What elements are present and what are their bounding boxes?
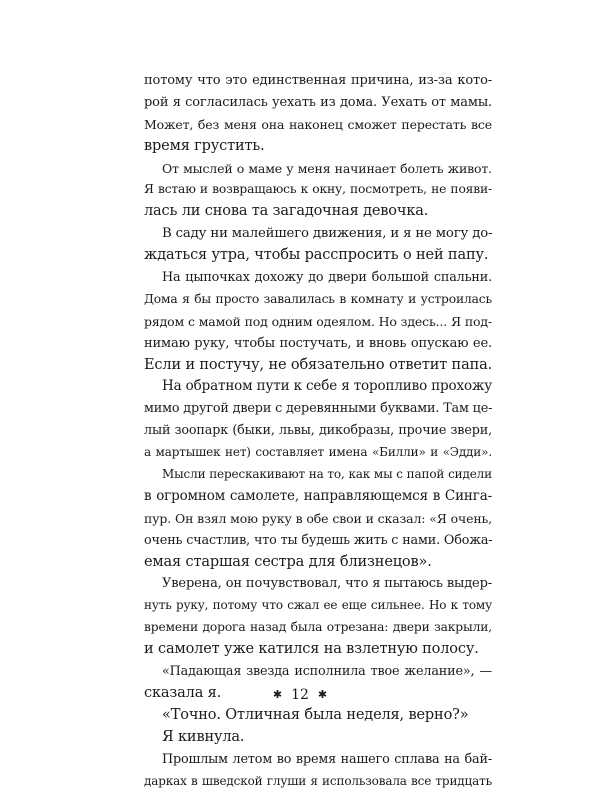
text-line: От мыслей о маме у меня начинает болеть живот. <box>144 158 492 180</box>
text-line: рядом с мамой под одним одеялом. Но здесь... Я под- <box>144 311 492 333</box>
text-line: потому что это единственная причина, из-за кото- <box>144 70 492 92</box>
text-line: Я встаю и возвращаюсь к окну, посмотреть, не появи- <box>144 179 492 201</box>
folio-star-left-icon: ✱ <box>273 688 282 701</box>
text-line: Если и постучу, не обязательно ответит папа. <box>144 355 492 377</box>
text-line: Мысли перескакивают на то, как мы с папой сидели <box>144 464 492 486</box>
text-line: дарках в шведской глуши я использовала все тридцать <box>144 771 492 792</box>
text-line: В саду ни малейшего движения, и я не могу до- <box>144 223 492 245</box>
text-line: На обратном пути к себе я торопливо прохожу <box>144 376 492 398</box>
text-line: сказала я. <box>144 683 492 705</box>
text-line: лась ли снова та загадочная девочка. <box>144 201 492 223</box>
text-line: «Падающая звезда исполнила твое желание», — <box>144 661 492 683</box>
text-line: Уверена, он почувствовал, что я пытаюсь выдер- <box>144 573 492 595</box>
text-line: лый зоопарк (быки, львы, дикобразы, прочие звери, <box>144 420 492 442</box>
text-line: Может, без меня она наконец сможет перестать все <box>144 114 492 136</box>
text-line: «Точно. Отличная была неделя, верно?» <box>144 705 492 727</box>
text-line: нимаю руку, чтобы постучать, и вновь опускаю ее. <box>144 333 492 355</box>
text-line: Дома я бы просто завалилась в комнату и устроилась <box>144 289 492 311</box>
text-line: рой я согласилась уехать из дома. Уехать от мамы. <box>144 92 492 114</box>
text-line: пур. Он взял мою руку в обе свои и сказал: «Я очень, <box>144 508 492 530</box>
text-line: Я кивнула. <box>144 727 492 749</box>
folio-star-right-icon: ✱ <box>318 688 327 701</box>
body-text <box>144 70 492 792</box>
text-line: мимо другой двери с деревянными буквами. Там це- <box>144 398 492 420</box>
text-line: а мартышек нет) составляет имена «Билли» и «Эдди». <box>144 442 492 464</box>
text-line: На цыпочках дохожу до двери большой спальни. <box>144 267 492 289</box>
page-number-footer <box>0 686 600 704</box>
text-line: и самолет уже катился на взлетную полосу. <box>144 639 492 661</box>
text-line: время грустить. <box>144 136 492 158</box>
text-line: нуть руку, потому что сжал ее еще сильнее. Но к тому <box>144 595 492 617</box>
text-line: ждаться утра, чтобы расспросить о ней папу. <box>144 245 492 267</box>
text-line: времени дорога назад была отрезана: двери закрыли, <box>144 617 492 639</box>
text-line: емая старшая сестра для близнецов». <box>144 552 492 574</box>
text-line: в огромном самолете, направляющемся в Синга- <box>144 486 492 508</box>
text-line: Прошлым летом во время нашего сплава на бай- <box>144 749 492 771</box>
text-line: очень счастлив, что ты будешь жить с нами. Обожа- <box>144 530 492 552</box>
page-number: 12 <box>291 687 309 703</box>
